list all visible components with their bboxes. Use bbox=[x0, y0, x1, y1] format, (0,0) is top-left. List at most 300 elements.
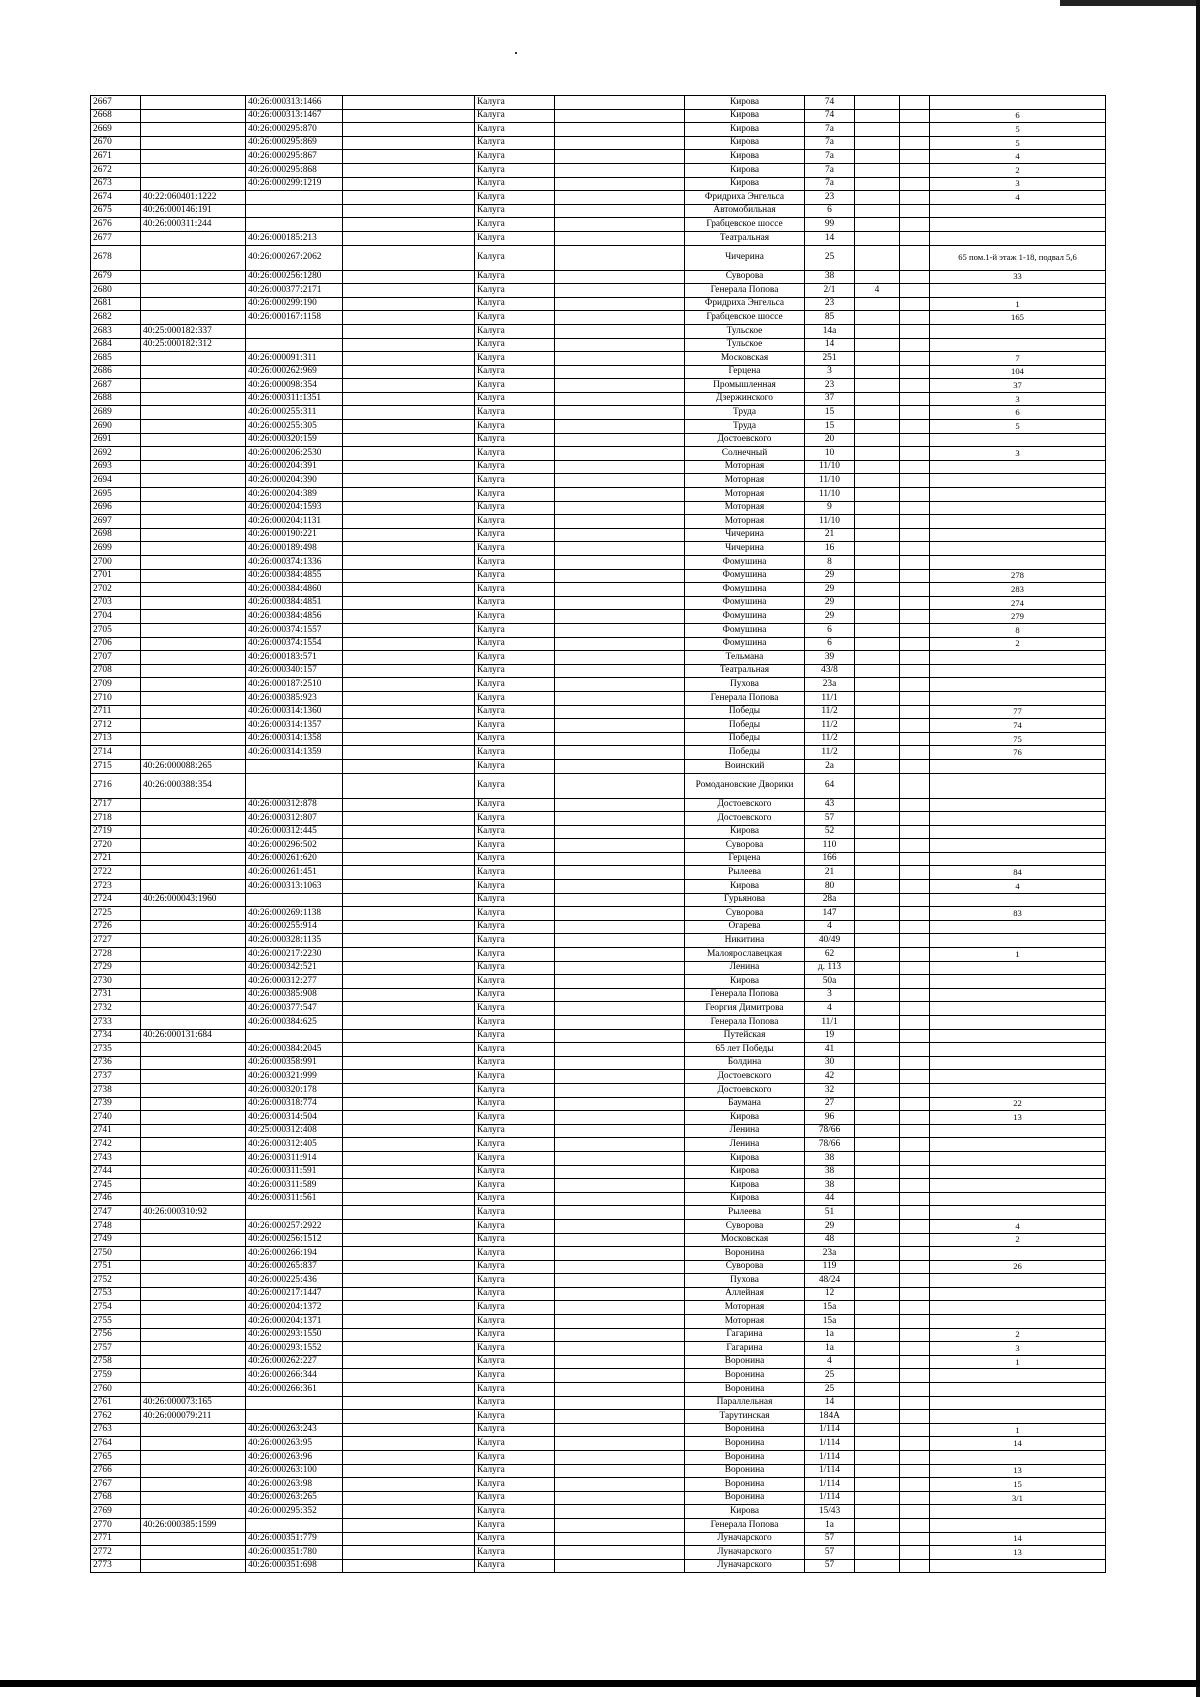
cadastral-number-land bbox=[141, 297, 246, 311]
building-cell bbox=[855, 1247, 900, 1261]
building-cell bbox=[855, 691, 900, 705]
extra-cell bbox=[900, 204, 930, 218]
table-row bbox=[91, 1029, 1106, 1043]
row-number: 2704 bbox=[91, 610, 141, 624]
cadastral-number-building bbox=[246, 204, 343, 218]
premises-cell: 2 bbox=[930, 637, 1106, 651]
city-cell: Калуга bbox=[475, 1342, 555, 1356]
empty-col-2 bbox=[555, 1369, 685, 1383]
cadastral-number-land bbox=[141, 678, 246, 692]
street-cell: Воронина bbox=[685, 1451, 805, 1465]
table-row bbox=[91, 1464, 1106, 1478]
street-cell: Суворова bbox=[685, 839, 805, 853]
extra-cell bbox=[900, 488, 930, 502]
building-cell bbox=[855, 988, 900, 1002]
extra-cell bbox=[900, 460, 930, 474]
house-number-cell: 80 bbox=[805, 880, 855, 894]
row-number: 2714 bbox=[91, 746, 141, 760]
empty-col-2 bbox=[555, 1342, 685, 1356]
empty-col-2 bbox=[555, 1070, 685, 1084]
cadastral-number-building: 40:26:000377:2171 bbox=[246, 284, 343, 298]
table-row bbox=[91, 1315, 1106, 1329]
empty-col-2 bbox=[555, 1328, 685, 1342]
empty-col bbox=[343, 907, 475, 921]
building-cell bbox=[855, 1056, 900, 1070]
street-cell: Грабцевское шоссе bbox=[685, 218, 805, 232]
empty-col bbox=[343, 934, 475, 948]
empty-col-2 bbox=[555, 365, 685, 379]
street-cell: Герцена bbox=[685, 365, 805, 379]
house-number-cell: 11/10 bbox=[805, 460, 855, 474]
empty-col bbox=[343, 270, 475, 284]
premises-cell: 65 пом.1-й этаж 1-18, подвал 5,6 bbox=[930, 245, 1106, 270]
building-cell bbox=[855, 406, 900, 420]
building-cell bbox=[855, 150, 900, 164]
premises-cell: 279 bbox=[930, 610, 1106, 624]
empty-col-2 bbox=[555, 297, 685, 311]
cadastral-number-land bbox=[141, 948, 246, 962]
house-number-cell: 29 bbox=[805, 610, 855, 624]
cadastral-number-building: 40:26:000320:159 bbox=[246, 433, 343, 447]
house-number-cell: 10 bbox=[805, 447, 855, 461]
table-row bbox=[91, 420, 1106, 434]
premises-cell bbox=[930, 96, 1106, 110]
extra-cell bbox=[900, 1423, 930, 1437]
empty-col-2 bbox=[555, 907, 685, 921]
building-cell bbox=[855, 297, 900, 311]
building-cell bbox=[855, 812, 900, 826]
city-cell: Калуга bbox=[475, 379, 555, 393]
table-row bbox=[91, 123, 1106, 137]
empty-col-2 bbox=[555, 1301, 685, 1315]
building-cell bbox=[855, 96, 900, 110]
empty-col-2 bbox=[555, 96, 685, 110]
city-cell: Калуга bbox=[475, 1505, 555, 1519]
street-cell: Баумана bbox=[685, 1097, 805, 1111]
premises-cell bbox=[930, 231, 1106, 245]
table-row bbox=[91, 1002, 1106, 1016]
cadastral-number-land bbox=[141, 1559, 246, 1573]
street-cell: Моторная bbox=[685, 1315, 805, 1329]
street-cell: Ленина bbox=[685, 1124, 805, 1138]
premises-cell bbox=[930, 218, 1106, 232]
building-cell bbox=[855, 1518, 900, 1532]
extra-cell bbox=[900, 1138, 930, 1152]
street-cell: Труда bbox=[685, 406, 805, 420]
city-cell: Калуга bbox=[475, 488, 555, 502]
table-row bbox=[91, 812, 1106, 826]
building-cell bbox=[855, 596, 900, 610]
cadastral-number-building: 40:26:000313:1466 bbox=[246, 96, 343, 110]
cadastral-number-land bbox=[141, 96, 246, 110]
building-cell bbox=[855, 1002, 900, 1016]
extra-cell bbox=[900, 678, 930, 692]
empty-col bbox=[343, 528, 475, 542]
street-cell: Кирова bbox=[685, 1192, 805, 1206]
empty-col-2 bbox=[555, 1247, 685, 1261]
empty-col bbox=[343, 637, 475, 651]
building-cell bbox=[855, 1410, 900, 1424]
cadastral-number-building: 40:26:000377:547 bbox=[246, 1002, 343, 1016]
street-cell: Воинский bbox=[685, 759, 805, 773]
cadastral-number-land bbox=[141, 732, 246, 746]
table-row bbox=[91, 191, 1106, 205]
city-cell: Калуга bbox=[475, 746, 555, 760]
extra-cell bbox=[900, 1328, 930, 1342]
cadastral-number-building: 40:26:000299:1219 bbox=[246, 177, 343, 191]
premises-cell bbox=[930, 852, 1106, 866]
extra-cell bbox=[900, 297, 930, 311]
cadastral-number-land bbox=[141, 1151, 246, 1165]
empty-col-2 bbox=[555, 1451, 685, 1465]
row-number: 2772 bbox=[91, 1546, 141, 1560]
cadastral-number-land bbox=[141, 1342, 246, 1356]
row-number: 2672 bbox=[91, 163, 141, 177]
house-number-cell: 29 bbox=[805, 569, 855, 583]
cadastral-number-building: 40:26:000206:2530 bbox=[246, 447, 343, 461]
cadastral-number-land bbox=[141, 392, 246, 406]
table-row bbox=[91, 365, 1106, 379]
extra-cell bbox=[900, 1029, 930, 1043]
register-body bbox=[91, 96, 1106, 1573]
extra-cell bbox=[900, 1369, 930, 1383]
premises-cell: 278 bbox=[930, 569, 1106, 583]
city-cell: Калуга bbox=[475, 338, 555, 352]
extra-cell bbox=[900, 284, 930, 298]
row-number: 2760 bbox=[91, 1383, 141, 1397]
table-row bbox=[91, 1478, 1106, 1492]
empty-col bbox=[343, 1518, 475, 1532]
city-cell: Калуга bbox=[475, 1179, 555, 1193]
extra-cell bbox=[900, 948, 930, 962]
cadastral-number-land bbox=[141, 1219, 246, 1233]
building-cell bbox=[855, 1179, 900, 1193]
empty-col-2 bbox=[555, 825, 685, 839]
cadastral-number-land bbox=[141, 798, 246, 812]
cadastral-number-land bbox=[141, 691, 246, 705]
cadastral-number-land: 40:26:000088:265 bbox=[141, 759, 246, 773]
cadastral-number-land bbox=[141, 1165, 246, 1179]
cadastral-number-land bbox=[141, 812, 246, 826]
city-cell: Калуга bbox=[475, 1233, 555, 1247]
empty-col-2 bbox=[555, 136, 685, 150]
row-number: 2676 bbox=[91, 218, 141, 232]
empty-col-2 bbox=[555, 460, 685, 474]
cadastral-number-land bbox=[141, 866, 246, 880]
house-number-cell: д. 113 bbox=[805, 961, 855, 975]
city-cell: Калуга bbox=[475, 920, 555, 934]
cadastral-number-building: 40:26:000311:561 bbox=[246, 1192, 343, 1206]
street-cell: Кирова bbox=[685, 96, 805, 110]
cadastral-number-land bbox=[141, 719, 246, 733]
building-cell bbox=[855, 569, 900, 583]
empty-col bbox=[343, 719, 475, 733]
street-cell: Болдина bbox=[685, 1056, 805, 1070]
cadastral-number-land bbox=[141, 583, 246, 597]
row-number: 2766 bbox=[91, 1464, 141, 1478]
empty-col bbox=[343, 825, 475, 839]
empty-col-2 bbox=[555, 474, 685, 488]
street-cell: Фомушина bbox=[685, 569, 805, 583]
empty-col bbox=[343, 812, 475, 826]
table-row bbox=[91, 975, 1106, 989]
house-number-cell: 37 bbox=[805, 392, 855, 406]
house-number-cell: 1/114 bbox=[805, 1491, 855, 1505]
city-cell: Калуга bbox=[475, 1247, 555, 1261]
row-number: 2747 bbox=[91, 1206, 141, 1220]
premises-cell bbox=[930, 474, 1106, 488]
street-cell: Моторная bbox=[685, 1301, 805, 1315]
table-row bbox=[91, 920, 1106, 934]
house-number-cell: 1а bbox=[805, 1328, 855, 1342]
empty-col bbox=[343, 515, 475, 529]
house-number-cell: 184А bbox=[805, 1410, 855, 1424]
cadastral-number-land bbox=[141, 1056, 246, 1070]
city-cell: Калуга bbox=[475, 1559, 555, 1573]
street-cell: Воронина bbox=[685, 1355, 805, 1369]
table-row bbox=[91, 1532, 1106, 1546]
cadastral-number-building: 40:26:000299:190 bbox=[246, 297, 343, 311]
premises-cell bbox=[930, 515, 1106, 529]
cadastral-number-land bbox=[141, 880, 246, 894]
house-number-cell: 14 bbox=[805, 1396, 855, 1410]
building-cell bbox=[855, 231, 900, 245]
building-cell bbox=[855, 1478, 900, 1492]
cadastral-number-building: 40:26:000225:436 bbox=[246, 1274, 343, 1288]
row-number: 2773 bbox=[91, 1559, 141, 1573]
house-number-cell: 32 bbox=[805, 1083, 855, 1097]
city-cell: Калуга bbox=[475, 245, 555, 270]
empty-col bbox=[343, 501, 475, 515]
empty-col bbox=[343, 1016, 475, 1030]
building-cell bbox=[855, 1437, 900, 1451]
cadastral-number-building: 40:26:000320:178 bbox=[246, 1083, 343, 1097]
house-number-cell: 52 bbox=[805, 825, 855, 839]
building-cell bbox=[855, 623, 900, 637]
cadastral-number-land: 40:26:000388:354 bbox=[141, 773, 246, 798]
table-row bbox=[91, 1097, 1106, 1111]
cadastral-number-building: 40:25:000312:408 bbox=[246, 1124, 343, 1138]
row-number: 2682 bbox=[91, 311, 141, 325]
city-cell: Калуга bbox=[475, 1002, 555, 1016]
extra-cell bbox=[900, 1070, 930, 1084]
empty-col-2 bbox=[555, 920, 685, 934]
cadastral-number-building: 40:26:000384:4855 bbox=[246, 569, 343, 583]
empty-col bbox=[343, 569, 475, 583]
house-number-cell: 44 bbox=[805, 1192, 855, 1206]
empty-col bbox=[343, 732, 475, 746]
cadastral-number-building: 40:26:000263:95 bbox=[246, 1437, 343, 1451]
city-cell: Калуга bbox=[475, 1043, 555, 1057]
house-number-cell: 11/2 bbox=[805, 705, 855, 719]
city-cell: Калуга bbox=[475, 556, 555, 570]
table-row bbox=[91, 1138, 1106, 1152]
extra-cell bbox=[900, 1083, 930, 1097]
extra-cell bbox=[900, 1437, 930, 1451]
table-row bbox=[91, 1383, 1106, 1397]
row-number: 2755 bbox=[91, 1315, 141, 1329]
city-cell: Калуга bbox=[475, 406, 555, 420]
building-cell bbox=[855, 1124, 900, 1138]
row-number: 2732 bbox=[91, 1002, 141, 1016]
table-row bbox=[91, 406, 1106, 420]
row-number: 2758 bbox=[91, 1355, 141, 1369]
empty-col-2 bbox=[555, 1315, 685, 1329]
house-number-cell: 25 bbox=[805, 1369, 855, 1383]
empty-col bbox=[343, 651, 475, 665]
building-cell bbox=[855, 1016, 900, 1030]
street-cell: Достоевского bbox=[685, 798, 805, 812]
cadastral-number-land bbox=[141, 406, 246, 420]
city-cell: Калуга bbox=[475, 1518, 555, 1532]
city-cell: Калуга bbox=[475, 460, 555, 474]
house-number-cell: 85 bbox=[805, 311, 855, 325]
row-number: 2706 bbox=[91, 637, 141, 651]
extra-cell bbox=[900, 1464, 930, 1478]
empty-col-2 bbox=[555, 975, 685, 989]
cadastral-number-land bbox=[141, 975, 246, 989]
building-cell bbox=[855, 1301, 900, 1315]
street-cell: Пухова bbox=[685, 678, 805, 692]
house-number-cell: 19 bbox=[805, 1029, 855, 1043]
cadastral-number-land bbox=[141, 1328, 246, 1342]
street-cell: Труда bbox=[685, 420, 805, 434]
premises-cell: 76 bbox=[930, 746, 1106, 760]
premises-cell: 1 bbox=[930, 1355, 1106, 1369]
empty-col bbox=[343, 1029, 475, 1043]
table-row bbox=[91, 109, 1106, 123]
street-cell: Кирова bbox=[685, 109, 805, 123]
table-row bbox=[91, 311, 1106, 325]
scan-edge-top bbox=[1060, 0, 1200, 6]
building-cell bbox=[855, 651, 900, 665]
city-cell: Калуга bbox=[475, 204, 555, 218]
row-number: 2743 bbox=[91, 1151, 141, 1165]
house-number-cell: 16 bbox=[805, 542, 855, 556]
street-cell: Генерала Попова bbox=[685, 988, 805, 1002]
row-number: 2720 bbox=[91, 839, 141, 853]
cadastral-number-building bbox=[246, 773, 343, 798]
city-cell: Калуга bbox=[475, 691, 555, 705]
table-row bbox=[91, 596, 1106, 610]
extra-cell bbox=[900, 880, 930, 894]
cadastral-number-building: 40:26:000293:1550 bbox=[246, 1328, 343, 1342]
cadastral-number-land bbox=[141, 907, 246, 921]
house-number-cell: 74 bbox=[805, 109, 855, 123]
street-cell: Огарева bbox=[685, 920, 805, 934]
cadastral-number-building: 40:26:000321:999 bbox=[246, 1070, 343, 1084]
empty-col bbox=[343, 123, 475, 137]
cadastral-number-building: 40:26:000204:1593 bbox=[246, 501, 343, 515]
cadastral-number-building: 40:26:000262:969 bbox=[246, 365, 343, 379]
city-cell: Калуга bbox=[475, 1083, 555, 1097]
empty-col-2 bbox=[555, 447, 685, 461]
empty-col bbox=[343, 596, 475, 610]
house-number-cell: 1/114 bbox=[805, 1478, 855, 1492]
cadastral-number-building: 40:26:000293:1552 bbox=[246, 1342, 343, 1356]
cadastral-number-land bbox=[141, 1247, 246, 1261]
premises-cell: 13 bbox=[930, 1546, 1106, 1560]
row-number: 2715 bbox=[91, 759, 141, 773]
cadastral-number-building: 40:26:000295:869 bbox=[246, 136, 343, 150]
premises-cell bbox=[930, 988, 1106, 1002]
city-cell: Калуга bbox=[475, 447, 555, 461]
empty-col-2 bbox=[555, 1491, 685, 1505]
city-cell: Калуга bbox=[475, 1016, 555, 1030]
empty-col-2 bbox=[555, 406, 685, 420]
city-cell: Калуга bbox=[475, 433, 555, 447]
extra-cell bbox=[900, 392, 930, 406]
empty-col-2 bbox=[555, 934, 685, 948]
cadastral-number-building: 40:26:000263:265 bbox=[246, 1491, 343, 1505]
cadastral-number-land bbox=[141, 1369, 246, 1383]
building-cell bbox=[855, 798, 900, 812]
empty-col bbox=[343, 163, 475, 177]
street-cell: Герцена bbox=[685, 852, 805, 866]
city-cell: Калуга bbox=[475, 880, 555, 894]
cadastral-number-land bbox=[141, 474, 246, 488]
empty-col bbox=[343, 1315, 475, 1329]
empty-col-2 bbox=[555, 542, 685, 556]
cadastral-number-building: 40:26:000314:504 bbox=[246, 1111, 343, 1125]
premises-cell bbox=[930, 1165, 1106, 1179]
city-cell: Калуга bbox=[475, 177, 555, 191]
row-number: 2688 bbox=[91, 392, 141, 406]
cadastral-number-land: 40:26:000079:211 bbox=[141, 1410, 246, 1424]
empty-col bbox=[343, 1111, 475, 1125]
row-number: 2699 bbox=[91, 542, 141, 556]
empty-col bbox=[343, 1559, 475, 1573]
cadastral-number-land bbox=[141, 1478, 246, 1492]
cadastral-number-building: 40:26:000312:445 bbox=[246, 825, 343, 839]
empty-col bbox=[343, 852, 475, 866]
building-cell bbox=[855, 218, 900, 232]
table-row bbox=[91, 1396, 1106, 1410]
table-row bbox=[91, 447, 1106, 461]
cadastral-number-land bbox=[141, 1002, 246, 1016]
empty-col bbox=[343, 284, 475, 298]
city-cell: Калуга bbox=[475, 719, 555, 733]
cadastral-number-building bbox=[246, 191, 343, 205]
building-cell bbox=[855, 542, 900, 556]
building-cell bbox=[855, 1355, 900, 1369]
empty-col-2 bbox=[555, 1206, 685, 1220]
street-cell: Достоевского bbox=[685, 433, 805, 447]
empty-col bbox=[343, 1138, 475, 1152]
row-number: 2693 bbox=[91, 460, 141, 474]
cadastral-number-land bbox=[141, 1192, 246, 1206]
street-cell: Чичерина bbox=[685, 245, 805, 270]
cadastral-number-land bbox=[141, 231, 246, 245]
cadastral-number-building: 40:26:000351:779 bbox=[246, 1532, 343, 1546]
cadastral-number-land bbox=[141, 150, 246, 164]
table-row bbox=[91, 150, 1106, 164]
street-cell: Рылеева bbox=[685, 866, 805, 880]
empty-col bbox=[343, 773, 475, 798]
premises-cell: 22 bbox=[930, 1097, 1106, 1111]
cadastral-number-building: 40:26:000374:1557 bbox=[246, 623, 343, 637]
house-number-cell: 15 bbox=[805, 406, 855, 420]
premises-cell: 15 bbox=[930, 1478, 1106, 1492]
house-number-cell: 14а bbox=[805, 324, 855, 338]
row-number: 2736 bbox=[91, 1056, 141, 1070]
empty-col-2 bbox=[555, 948, 685, 962]
building-cell bbox=[855, 1138, 900, 1152]
empty-col-2 bbox=[555, 177, 685, 191]
table-row bbox=[91, 678, 1106, 692]
street-cell: Тарутинская bbox=[685, 1410, 805, 1424]
house-number-cell: 15а bbox=[805, 1315, 855, 1329]
